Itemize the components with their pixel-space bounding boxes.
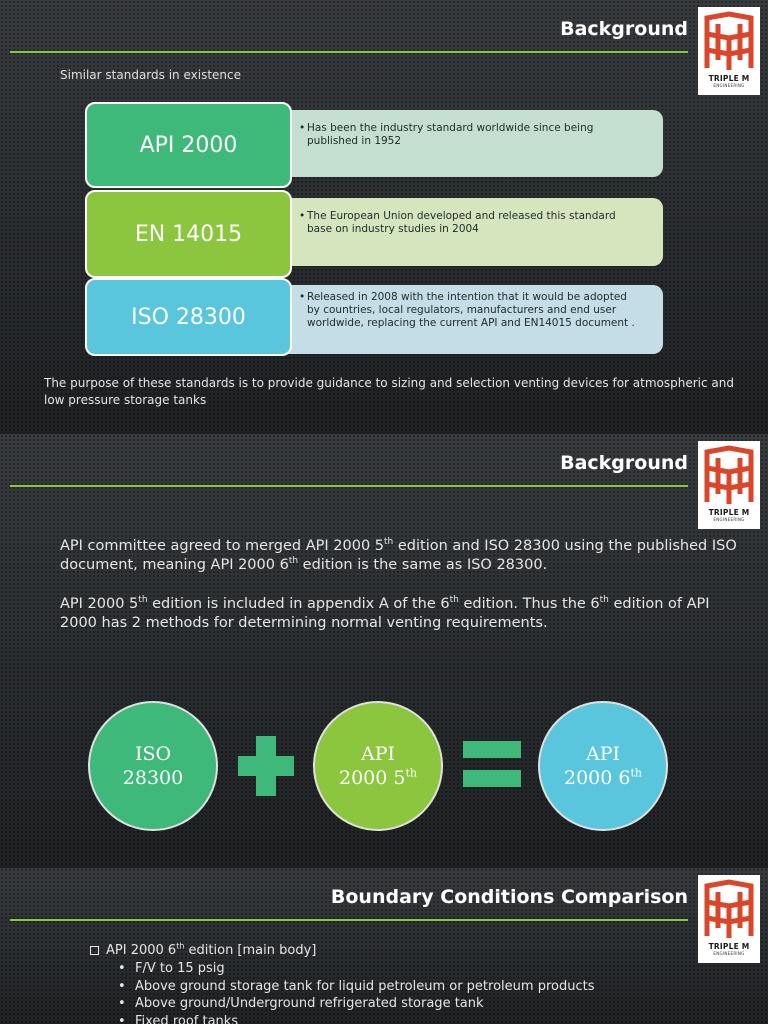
slide-title: Background: [560, 452, 688, 474]
slide-background-merge: [0, 434, 768, 866]
circle-line: [564, 766, 642, 790]
company-logo: [698, 875, 760, 963]
triple-m-logo-icon: [701, 878, 757, 942]
text-run: edition of API 2000 has 2 methods for determining normal venting requirements.: [60, 596, 710, 631]
circle-api-2000-5th: [313, 701, 443, 831]
logo-subtitle: ENGINEERING: [713, 951, 745, 956]
superscript: th: [630, 766, 642, 780]
logo-name: TRIPLE M: [708, 942, 750, 951]
text-run: API 2000 6: [106, 943, 177, 958]
standard-label: ISO 28300: [85, 278, 292, 356]
slide-boundary-conditions: [0, 868, 768, 1024]
logo-subtitle: ENGINEERING: [713, 517, 745, 522]
text-run: 2000 6: [564, 767, 631, 789]
text-run: 2000 5: [339, 767, 406, 789]
superscript: th: [405, 766, 417, 780]
superscript: th: [288, 556, 299, 567]
merge-paragraph: [60, 537, 740, 575]
superscript: th: [599, 595, 609, 606]
superscript: th: [449, 595, 459, 606]
circle-iso-28300: [88, 701, 218, 831]
slide-background-standards: [0, 0, 768, 432]
list-item: • F/V to 15 psig: [118, 960, 690, 978]
text-run: edition [main body]: [184, 943, 317, 958]
purpose-text: The purpose of these standards is to provide guidance to sizing and selection venting devices for atmospheric and low pressure storage tanks: [44, 376, 735, 407]
text-run: edition is included in appendix A of the 6: [147, 596, 450, 612]
main-list-item: [90, 942, 690, 960]
plus-icon: [238, 736, 294, 796]
circle-line: 28300: [122, 767, 184, 789]
slide-title: Background: [560, 18, 688, 40]
logo-subtitle: ENGINEERING: [713, 83, 745, 88]
list-item: • Fixed roof tanks: [118, 1013, 690, 1024]
superscript: th: [384, 537, 394, 548]
appendix-paragraph: [60, 595, 740, 633]
standard-description-text: The European Union developed and released this standard base on industry studies in 2004: [307, 210, 616, 235]
list-item: • Above ground/Underground refrigerated storage tank: [118, 995, 690, 1013]
equals-icon: [463, 741, 521, 787]
intro-text: Similar standards in existence: [60, 68, 241, 82]
circle-line: [339, 766, 417, 790]
circle-line: API: [360, 743, 395, 765]
title-rule: [10, 485, 688, 487]
triple-m-logo-icon: [701, 444, 757, 508]
standard-label: EN 14015: [85, 190, 292, 278]
standard-description-text: Released in 2008 with the intention that it would be adopted by countries, local regulators, manufacturers and end user worldwide, replacing the current API and EN14015 document .: [307, 291, 635, 329]
superscript: th: [176, 941, 185, 951]
circle-line: API: [585, 743, 620, 765]
bullet: •: [299, 210, 306, 222]
text-run: edition is the same as ISO 28300.: [298, 557, 548, 573]
circle-api-2000-6th: [538, 701, 668, 831]
logo-name: TRIPLE M: [708, 74, 750, 83]
text-run: API committee agreed to merged API 2000 5: [60, 538, 385, 554]
slide-title: Boundary Conditions Comparison: [330, 886, 688, 908]
standard-row-iso-28300: [85, 278, 665, 356]
bullet: •: [299, 291, 306, 303]
standard-description: [275, 285, 663, 354]
standard-row-api-2000: [85, 102, 665, 188]
standard-description: [275, 110, 663, 177]
text-run: edition and ISO 28300 using the published ISO document, meaning API 2000 6: [60, 538, 737, 573]
text-run: API 2000 5: [60, 596, 139, 612]
standard-description-text: Has been the industry standard worldwide since being published in 1952: [307, 122, 594, 147]
text-run: edition. Thus the 6: [458, 596, 600, 612]
company-logo: [698, 441, 760, 529]
superscript: th: [138, 595, 148, 606]
standard-description: [275, 198, 663, 266]
sub-list: [90, 960, 690, 1024]
standard-label: API 2000: [85, 102, 292, 188]
company-logo: [698, 7, 760, 95]
checkbox-bullet-icon: [90, 946, 99, 955]
logo-name: TRIPLE M: [708, 508, 750, 517]
triple-m-logo-icon: [701, 10, 757, 74]
standard-row-en-14015: [85, 190, 665, 278]
title-rule: [10, 919, 688, 921]
circle-line: ISO: [134, 743, 172, 765]
bullet: •: [299, 122, 306, 134]
title-rule: [10, 51, 688, 53]
boundary-list: [90, 942, 690, 1024]
list-item: • Above ground storage tank for liquid petroleum or petroleum products: [118, 978, 690, 996]
